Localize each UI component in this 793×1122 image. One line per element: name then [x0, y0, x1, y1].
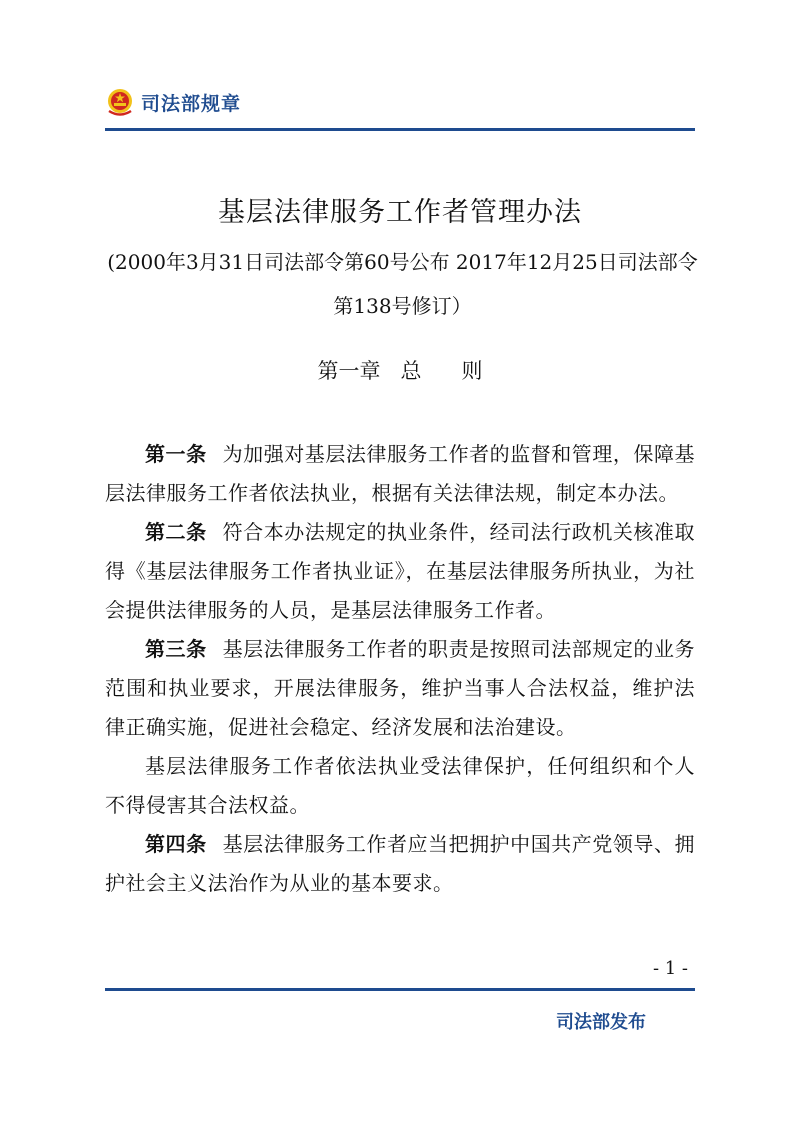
article-3-paragraph-2 [105, 747, 695, 825]
national-emblem-icon [105, 87, 135, 117]
article-label: 第二条 [145, 520, 207, 544]
article-label: 第三条 [145, 637, 207, 661]
chapter-heading: 第一章 总 则 [317, 359, 483, 383]
header-divider [105, 128, 695, 131]
page-header [105, 84, 241, 120]
footer-publisher: 司法部发布 [556, 1012, 646, 1033]
article-label: 第一条 [145, 442, 207, 466]
article-text: 符合本办法规定的执业条件，经司法行政机关核准取得《基层法律服务工作者执业证》，在基层法律服务所执业，为社会提供法律服务的人员，是基层法律服务工作者。 [105, 520, 696, 622]
footer-divider [105, 988, 695, 991]
header-title: 司法部规章 [141, 92, 242, 115]
page-number: - 1 - [652, 958, 688, 979]
article-1 [105, 435, 695, 513]
document-subtitle: (2000年3月31日司法部令第60号公布 2017年12月25日司法部令第138号修订） [107, 250, 698, 318]
article-text: 基层法律服务工作者应当把拥护中国共产党领导、拥护社会主义法治作为从业的基本要求。 [105, 832, 696, 895]
document-body [105, 435, 695, 903]
article-4 [105, 825, 695, 903]
article-text: 基层法律服务工作者的职责是按照司法部规定的业务范围和执业要求，开展法律服务，维护当事人合法权益，维护法律正确实施，促进社会稳定、经济发展和法治建设。 [105, 637, 696, 739]
article-2 [105, 513, 695, 630]
article-3 [105, 630, 695, 747]
article-text: 基层法律服务工作者依法执业受法律保护，任何组织和个人不得侵害其合法权益。 [105, 754, 695, 817]
article-label: 第四条 [145, 832, 207, 856]
article-text: 为加强对基层法律服务工作者的监督和管理，保障基层法律服务工作者依法执业，根据有关法律法规，制定本办法。 [105, 442, 696, 505]
document-title: 基层法律服务工作者管理办法 [218, 197, 582, 228]
